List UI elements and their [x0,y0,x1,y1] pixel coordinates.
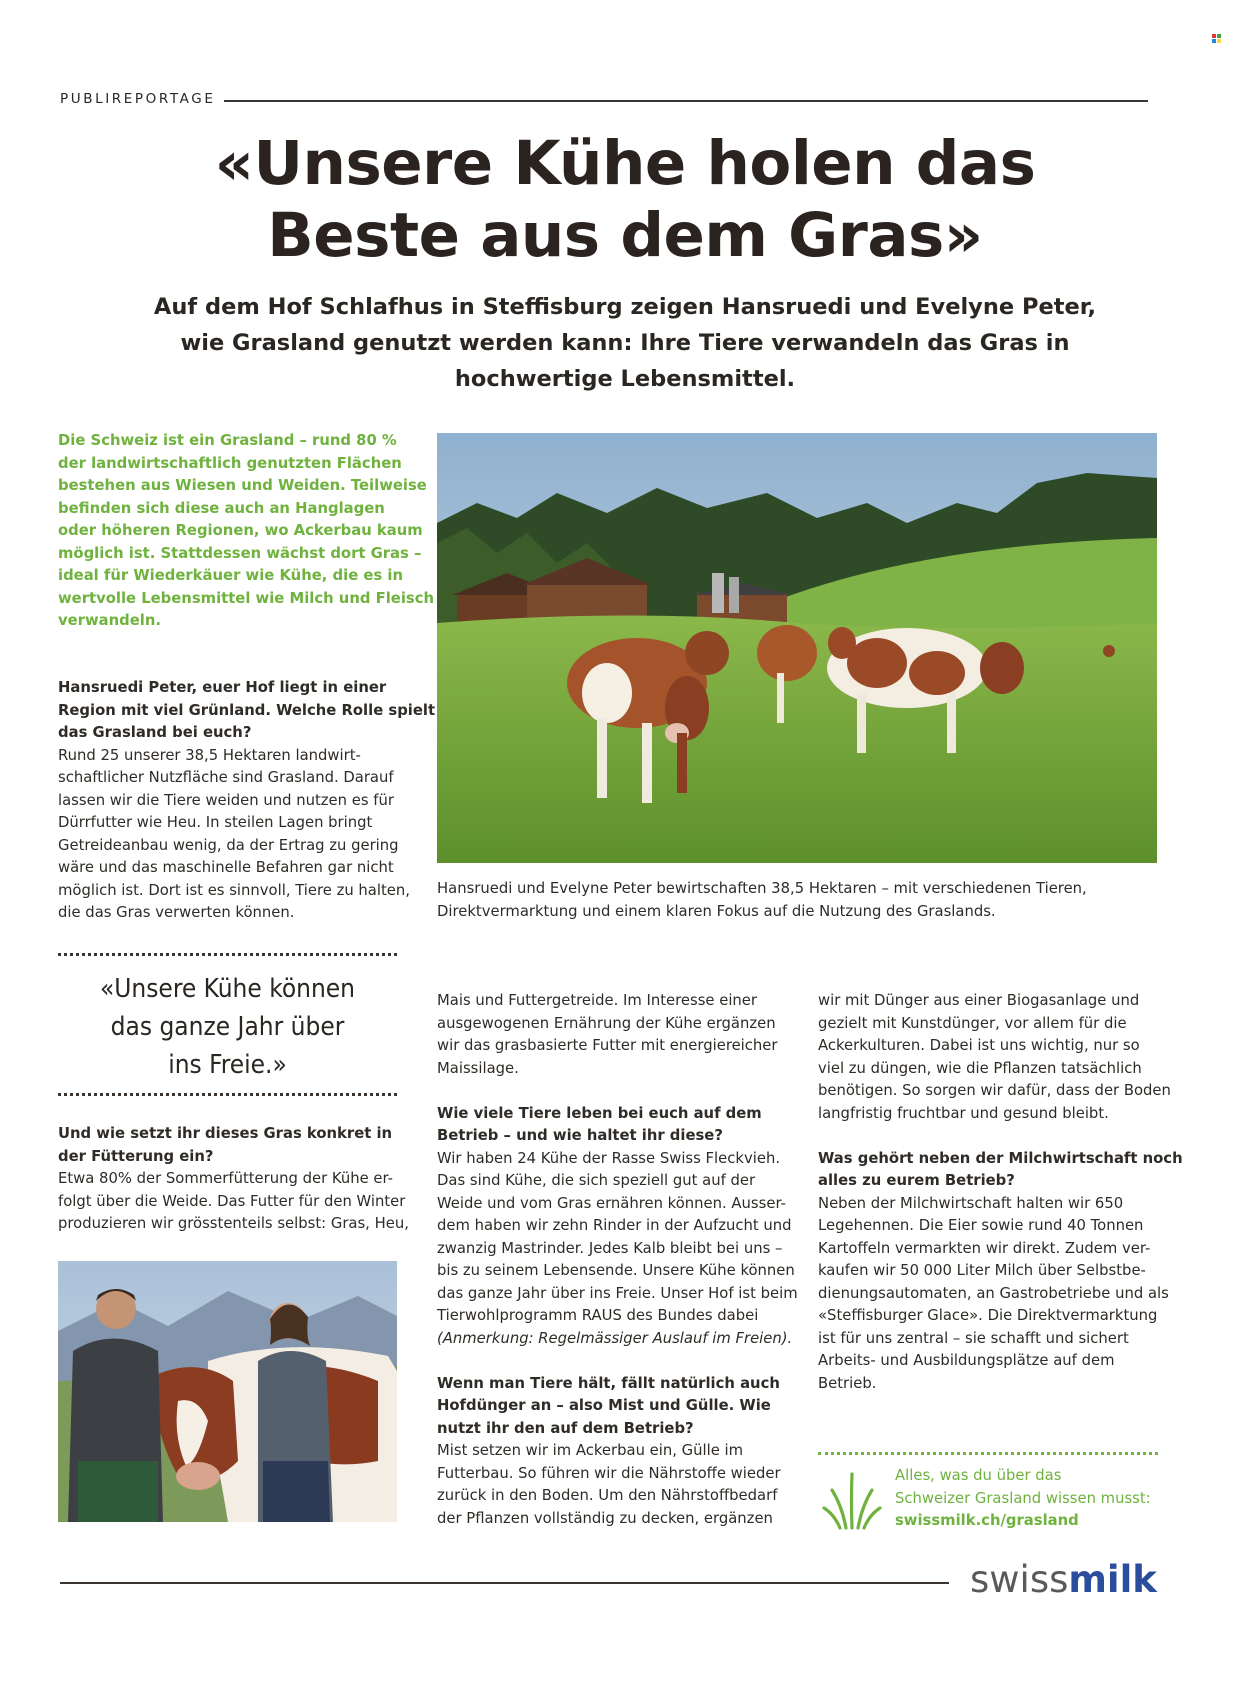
pull-quote-line: «Unsere Kühe können [99,974,356,1004]
text-line: Maissilage. [437,1059,519,1077]
footer-rule [60,1582,949,1584]
answer-line: Mist setzen wir im Ackerbau ein, Gülle im [437,1442,744,1459]
farm-cows-photo-illustration [437,433,1157,863]
intro-line: oder höheren Regionen, wo Ackerbau kaum [58,522,423,539]
answer-line: Weide und vom Gras ernähren können. Ausser- [437,1194,786,1212]
answer-line: Futterbau. So führen wir die Nährstoffe wieder [437,1464,781,1482]
grass-icon [822,1470,882,1530]
text-line: viel zu düngen, wie die Pflanzen tatsächlich [818,1059,1142,1077]
answer-line: Wir haben 24 Kühe der Rasse Swiss Fleckvieh. [437,1149,781,1167]
text-line: Mais und Futtergetreide. Im Interesse einer [437,992,757,1009]
kicker-rule [224,100,1148,102]
promo-link[interactable]: swissmilk.ch/grasland [895,1512,1079,1529]
question-line: Region mit viel Grünland. Welche Rolle spielt [58,701,436,719]
intro-line: wertvolle Lebensmittel wie Milch und Fleisch [58,589,435,607]
question-line: Hofdünger an – also Mist und Gülle. Wie [437,1397,771,1414]
farm-cows-photo [437,433,1157,863]
promo-text [895,1465,1165,1533]
answer-note: (Anmerkung: Regelmässiger Auslauf im Freien). [437,1329,793,1347]
intro-line: der landwirtschaftlich genutzten Flächen [58,454,402,472]
question-line: das Grasland bei euch? [58,724,252,741]
answer-line: der Pflanzen vollständig zu decken, ergänzen [437,1509,773,1527]
question-line: Hansruedi Peter, euer Hof liegt in einer [58,679,387,696]
intro-line: ideal für Wiederkäuer wie Kühe, die es in [58,567,403,584]
answer-line: zurück in den Boden. Um den Nährstoffbedarf [437,1487,778,1504]
right-column [818,990,1183,1395]
intro-line: verwandeln. [58,612,162,629]
text-line: Ackerkulturen. Dabei ist uns wichtig, nur so [818,1037,1140,1054]
question-line: nutzt ihr den auf dem Betrieb? [437,1419,694,1437]
headline-line: Beste aus dem Gras» [267,200,983,271]
promo-line: Alles, was du über das [895,1467,1062,1484]
text-line: benötigen. So sorgen wir dafür, dass der Boden [818,1082,1171,1099]
question-line: Was gehört neben der Milchwirtschaft noch [818,1149,1183,1167]
answer-line: folgt über die Weide. Das Futter für den Winter [58,1192,406,1210]
quote-divider-top [58,953,397,956]
farmers-photo-illustration [58,1261,397,1522]
question-line: Wenn man Tiere hält, fällt natürlich auch [437,1374,780,1392]
logo-part-swiss: swiss [970,1558,1069,1601]
intro-line: möglich ist. Stattdessen wächst dort Gras – [58,544,422,562]
text-line: wir mit Dünger aus einer Biogasanlage und [818,992,1140,1009]
quote-divider-bottom [58,1093,397,1096]
intro-line: Die Schweiz ist ein Grasland – rund 80 % [58,432,397,449]
intro-line: befinden sich diese auch an Hanglagen [58,499,385,517]
intro-line: bestehen aus Wiesen und Weiden. Teilweise [58,477,427,494]
answer-line: Betrieb. [818,1374,877,1392]
lead-paragraph [120,289,1130,397]
answer-line: Legehennen. Die Eier sowie rund 40 Tonnen [818,1217,1144,1234]
pull-quote [58,970,397,1084]
corner-mark-icon [1212,34,1221,43]
text-line: ausgewogenen Ernährung der Kühe ergänzen [437,1014,776,1032]
answer-line: Kartoffeln vermarkten wir direkt. Zudem ver- [818,1239,1151,1257]
pull-quote-line: das ganze Jahr über [110,1012,345,1042]
question-line: Wie viele Tiere leben bei euch auf dem [437,1104,762,1122]
section-kicker: PUBLIREPORTAGE [60,91,216,107]
answer-line: ist für uns zentral – sie schafft und sichert [818,1329,1129,1347]
intro-paragraph [58,430,435,633]
headline [100,128,1150,272]
interview-block-2 [58,1123,418,1236]
answer-line: das ganze Jahr über ins Freie. Unser Hof ist beim [437,1284,798,1302]
answer-line: Dürrfutter wie Heu. In steilen Lagen bringt [58,814,373,831]
answer-line: die das Gras verwerten können. [58,904,295,921]
interview-block-1 [58,677,436,925]
headline-line: «Unsere Kühe holen das [214,128,1036,199]
lead-line: wie Grasland genutzt werden kann: Ihre Tiere verwandeln das Gras in [180,330,1070,356]
answer-line: Neben der Milchwirtschaft halten wir 650 [818,1194,1124,1212]
answer-line: Arbeits- und Ausbildungsplätze auf dem [818,1352,1115,1369]
answer-line: Rund 25 unserer 38,5 Hektaren landwirt- [58,746,361,764]
question-line: der Fütterung ein? [58,1147,214,1165]
farmers-photo [58,1261,397,1522]
caption-line: Hansruedi und Evelyne Peter bewirtschaften 38,5 Hektaren – mit verschiedenen Tieren, [437,880,1087,897]
photo-caption [437,878,1157,923]
text-line: wir das grasbasierte Futter mit energiereicher [437,1037,778,1054]
swissmilk-logo [970,1558,1157,1602]
answer-line: möglich ist. Dort ist es sinnvoll, Tiere zu halten, [58,881,410,899]
text-line: gezielt mit Kunstdünger, vor allem für die [818,1014,1127,1032]
answer-line: «Steffisburger Glace». Die Direktvermarktung [818,1307,1158,1324]
answer-line: zwanzig Mastrinder. Jedes Kalb bleibt bei uns – [437,1239,783,1257]
promo-line: Schweizer Grasland wissen musst: [895,1489,1151,1507]
answer-line: Getreideanbau wenig, da der Ertrag zu gering [58,836,399,854]
answer-line: bis zu seinem Lebensende. Unsere Kühe können [437,1262,795,1279]
question-line: alles zu eurem Betrieb? [818,1172,1015,1189]
answer-line: lassen wir die Tiere weiden und nutzen es für [58,791,394,809]
answer-line: Etwa 80% der Sommerfütterung der Kühe er- [58,1170,393,1187]
answer-line: schaftlicher Nutzfläche sind Grasland. Darauf [58,769,394,786]
question-line: Und wie setzt ihr dieses Gras konkret in [58,1125,393,1142]
answer-line: Das sind Kühe, die sich speziell gut auf der [437,1172,756,1189]
caption-line: Direktvermarktung und einem klaren Fokus auf die Nutzung des Graslands. [437,902,996,920]
answer-line: produzieren wir grösstenteils selbst: Gras, Heu, [58,1215,409,1232]
answer-line: dem haben wir zehn Rinder in der Aufzucht und [437,1217,792,1234]
pull-quote-line: ins Freie.» [168,1050,287,1080]
answer-line: kaufen wir 50 000 Liter Milch über Selbstbe- [818,1262,1146,1279]
question-line: Betrieb – und wie haltet ihr diese? [437,1127,723,1144]
lead-line: hochwertige Lebensmittel. [454,366,796,392]
answer-line: wäre und das maschinelle Befahren gar nicht [58,859,394,876]
answer-line: Tierwohlprogramm RAUS des Bundes dabei [437,1307,759,1324]
text-line: langfristig fruchtbar und gesund bleibt. [818,1104,1109,1122]
logo-part-milk: milk [1068,1558,1157,1601]
promo-divider [818,1452,1158,1455]
answer-line: dienungsautomaten, an Gastrobetriebe und als [818,1284,1169,1302]
lead-line: Auf dem Hof Schlafhus in Steffisburg zeigen Hansruedi und Evelyne Peter, [153,294,1097,320]
middle-column [437,990,798,1530]
